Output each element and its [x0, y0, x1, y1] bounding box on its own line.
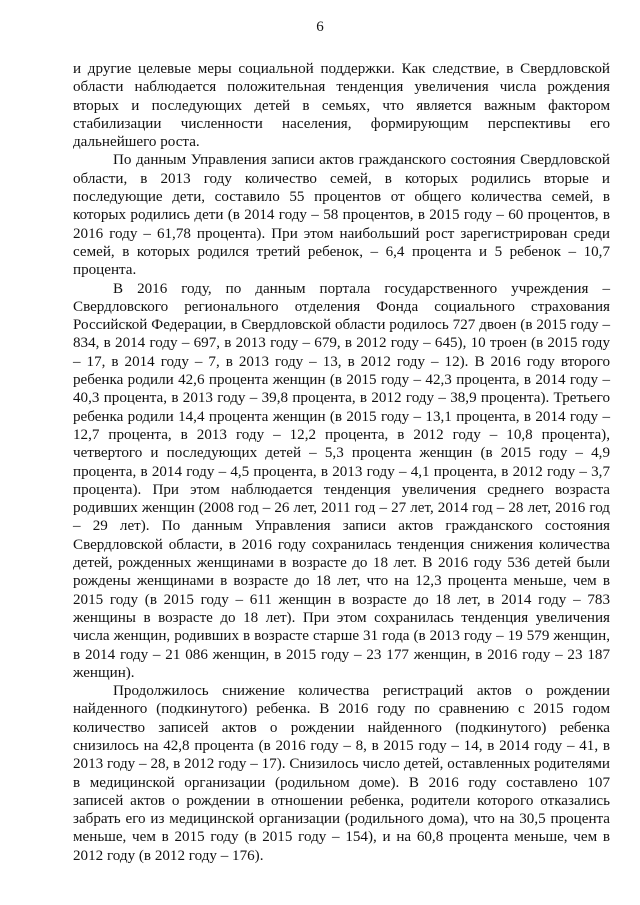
page-number: 6	[316, 19, 324, 35]
paragraph-foundling-registrations: Продолжилось снижение количества регистраций актов о рождении найденного (подкинутого) ребенка. В 2016 году по сравнению с 2015 годом количество записей актов о рождении найденного (подкинутого) ребенка снизилось на 42,8 процента (в 2016 году – 8, в 2015 году – 14, в 2014 году – 41, в 2013 году – 28, в 2012 году – 17). Снизилось число детей, оставленных родителями в медицинской организации (родильном доме). В 2016 году составлено 107 записей актов о рождении в отношении ребенка, родители которого отказались забрать его из медицинской организации (родильного дома), что на 30,5 процента меньше, чем в 2015 году (в 2015 году – 154), и на 60,8 процента меньше, чем в 2012 году (в 2012 году – 176).	[73, 683, 610, 864]
document-body	[73, 60, 610, 865]
paragraph-social-support-continuation: и другие целевые меры социальной поддержки. Как следствие, в Свердловской области наблюдается положительная тенденция увеличения числа рождения вторых и последующих детей в семьях, что является важным фактором стабилизации численности населения, формирующим перспективы его дальнейшего роста.	[73, 61, 610, 151]
paragraph-births-2016-statistics: В 2016 году, по данным портала государственного учреждения – Свердловского регионального отделения Фонда социального страхования Российской Федерации, в Свердловской области родилось 727 двоен (в 2015 году – 834, в 2014 году – 697, в 2013 году – 679, в 2012 году – 645), 10 троен (в 2015 году – 17, в 2014 году – 7, в 2013 году – 13, в 2012 году – 12). В 2016 году второго ребенка родили 42,6 процента женщин (в 2015 году – 42,3 процента, в 2014 году – 40,3 процента, в 2013 году – 39,8 процента, в 2012 году – 38,9 процента). Третьего ребенка родили 14,4 процента женщин (в 2015 году – 13,1 процента, в 2014 году – 12,7 процента, в 2013 году – 12,2 процента, в 2012 году – 10,8 процента), четвертого и последующих детей – 5,3 процента женщин (в 2015 году – 4,9 процента, в 2014 году – 4,5 процента, в 2013 году – 4,1 процента, в 2012 году – 3,7 процента). При этом наблюдается тенденция увеличения среднего возраста родивших женщин (2008 год – 26 лет, 2011 год – 27 лет, 2014 год – 28 лет, 2016 год – 29 лет). По данным Управления записи актов гражданского состояния Свердловской области, в 2016 году сохранилась тенденция снижения количества детей, рожденных женщинами в возрасте до 18 лет. В 2016 году 536 детей были рождены женщинами в возрасте до 18 лет, что на 12,3 процента меньше, чем в 2015 году (в 2015 году – 611 женщин в возрасте до 18 лет, в 2014 году – 783 женщины в возрасте до 18 лет). При этом сохранилась тенденция увеличения числа женщин, родивших в возрасте старше 31 года (в 2013 году – 19 579 женщин, в 2014 году – 21 086 женщин, в 2015 году – 23 177 женщин, в 2016 году – 23 187 женщин).	[73, 280, 610, 681]
paragraph-second-children-families: По данным Управления записи актов гражданского состояния Свердловской области, в 2013 году количество семей, в которых родились вторые и последующие дети, составило 55 процентов от общего количества семей, в которых родились дети (в 2014 году – 58 процентов, в 2015 году – 60 процентов, в 2016 году – 61,78 процента). При этом наибольший рост зарегистрирован среди семей, в которых родился третий ребенок, – 6,4 процента и 5 ребенок – 10,7 процента.	[73, 152, 610, 279]
